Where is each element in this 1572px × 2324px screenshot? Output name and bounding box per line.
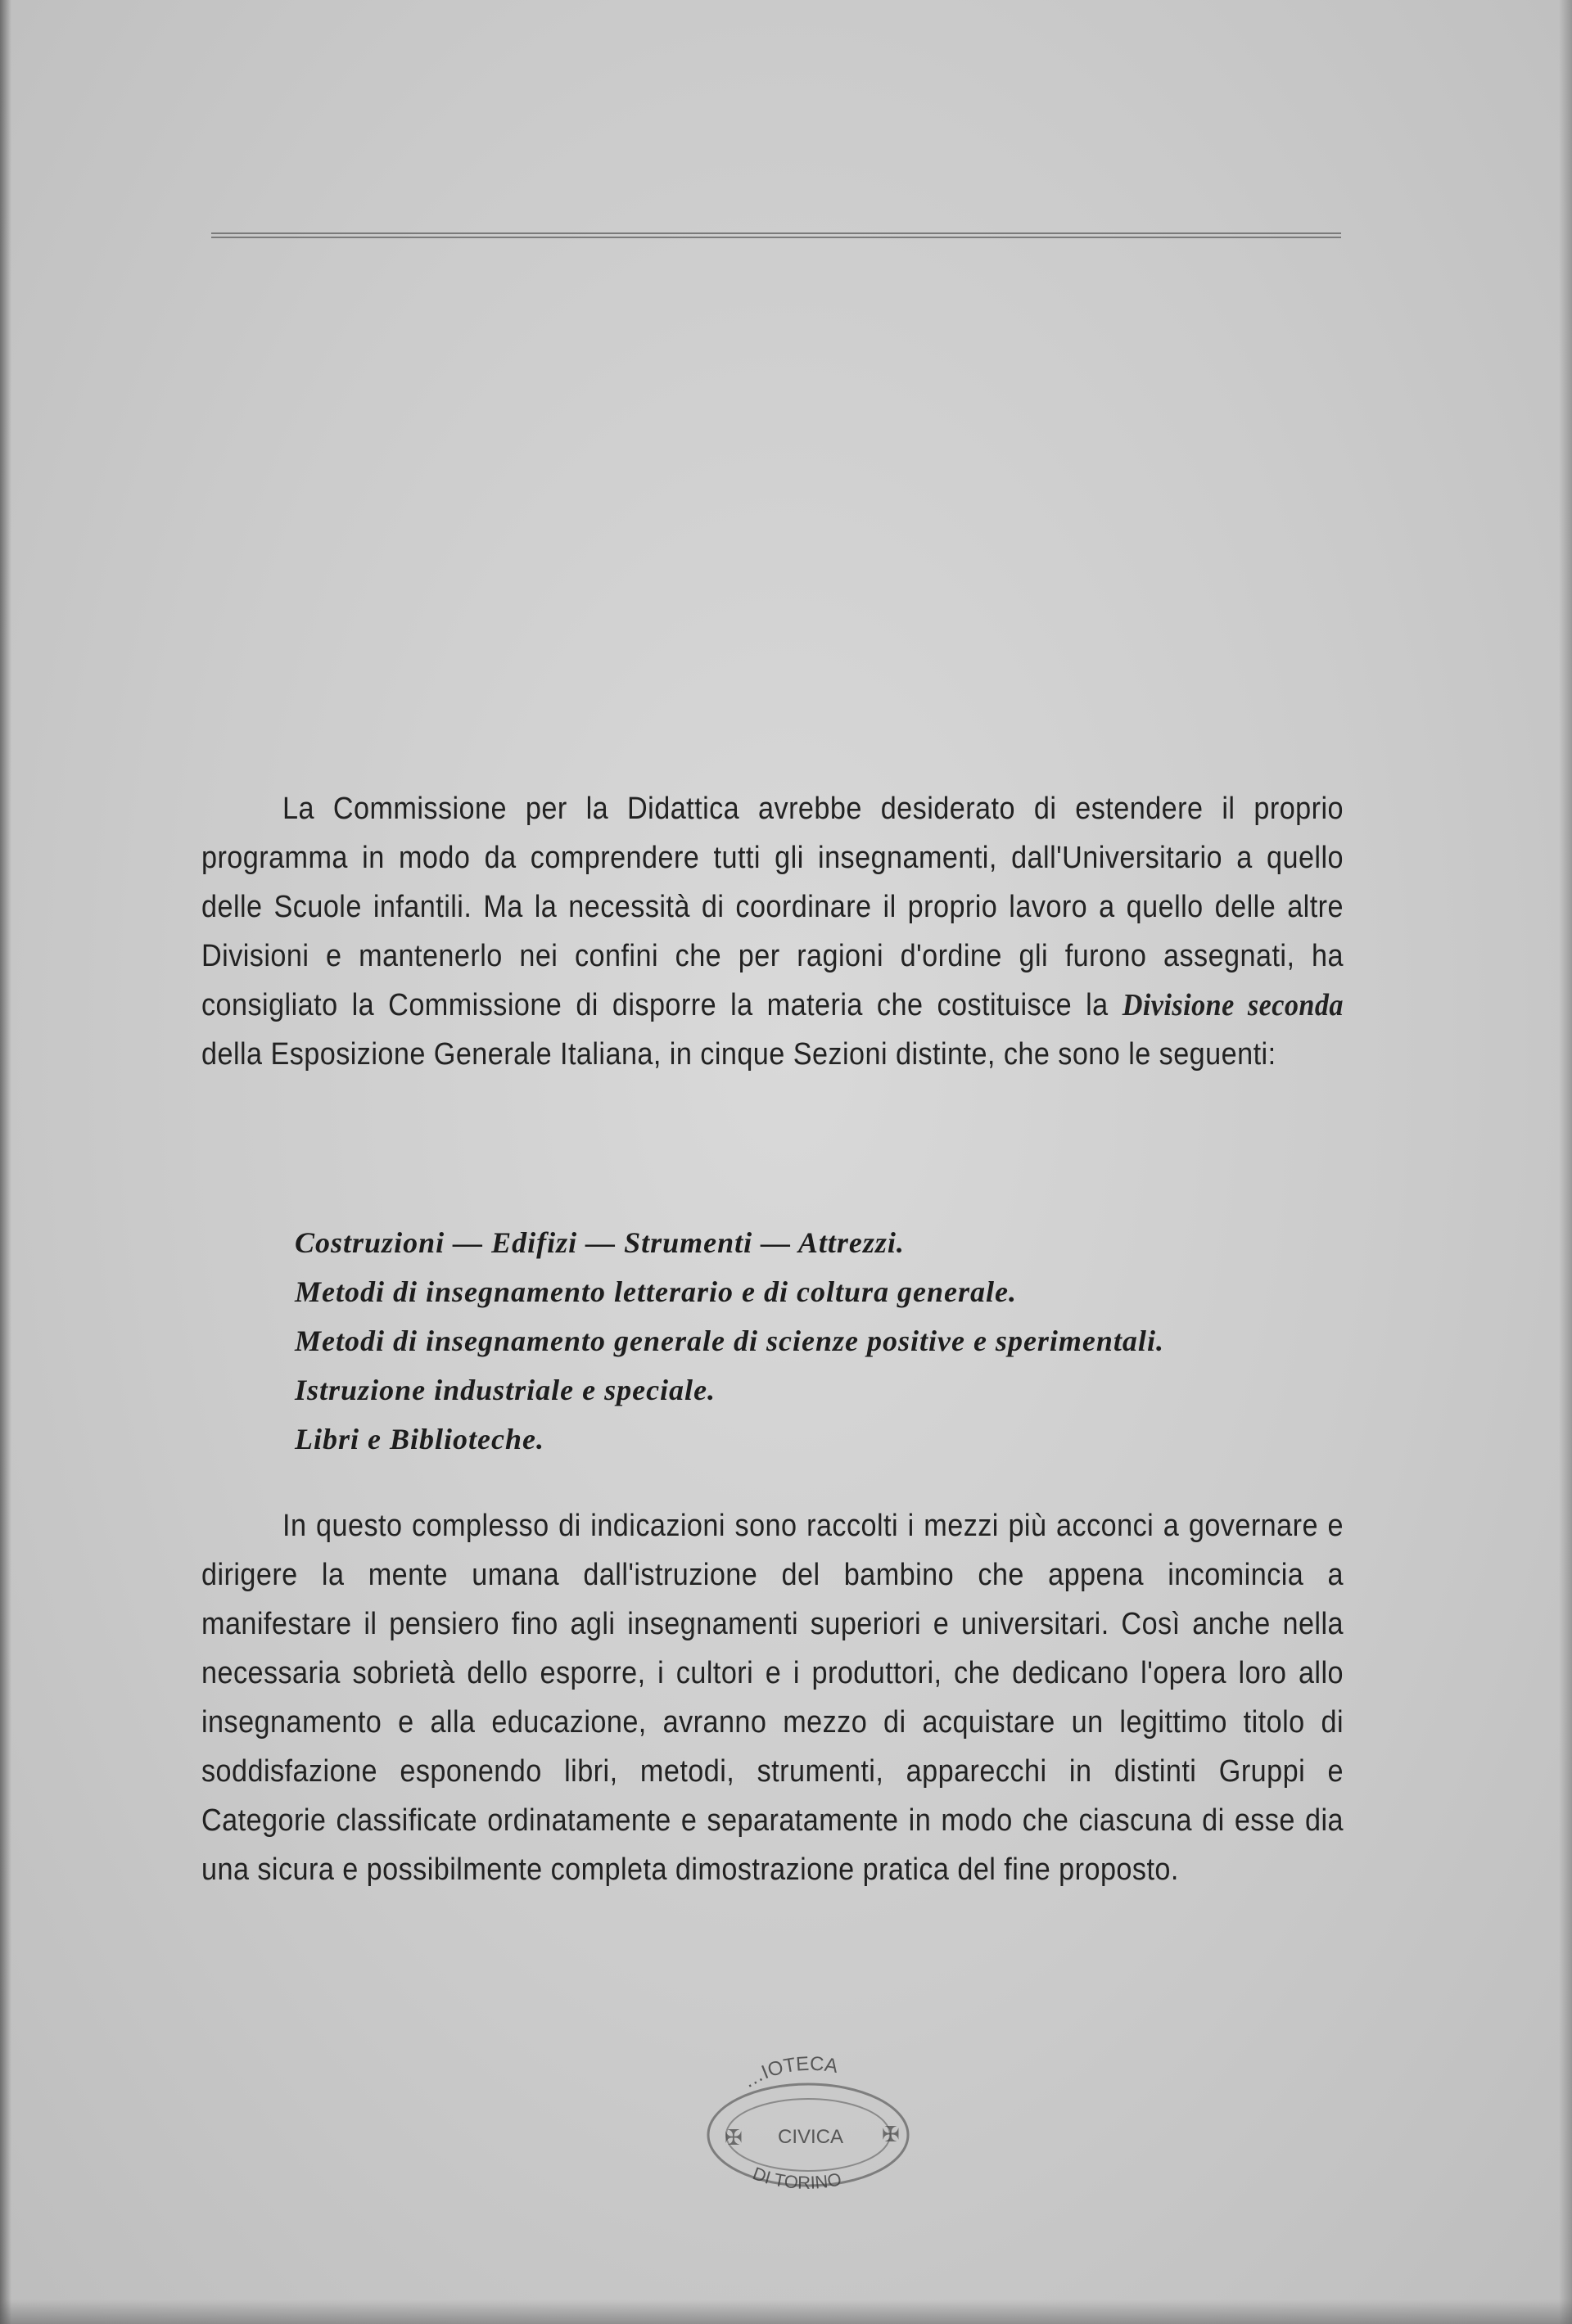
stamp-star-right-icon: ✠ [882,2123,900,2147]
section-item: Metodi di insegnamento generale di scienze positive e sperimentali. [295,1324,1164,1357]
intro-paragraph-start: La Commissione per la Didattica avrebbe desiderato di estendere il proprio programma in modo da comprendere tutti gli insegnamenti, dall'Universitario a quello delle Scuole infantili. Ma la necessità di coordinare il proprio lavoro a quello delle altre Divisioni e mantenerlo nei confini che per ragioni d'ordine gli furono assegnati, ha consigliato la Commissione di disporre la materia che costituisce la [201,792,1344,1022]
header-double-rule [211,232,1341,242]
closing-paragraph-text: In questo complesso di indicazioni sono raccolti i mezzi più acconci a governare e dirigere la mente umana dall'istruzione del bambino che appena incomincia a manifestare il pensiero fino agli insegnamenti superiori e universitari. Così anche nella necessaria sobrietà dello esporre, i cultori e i produttori, che dedicano l'opera loro allo insegnamento e alla educazione, avranno mezzo di acquistare un legittimo titolo di soddisfazione esponendo libri, metodi, strumenti, apparecchi in distinti Gruppi e Categorie classificate ordinatamente e separatamente in modo che ciascuna di esse dia una sicura e possibilmente completa dimostrazione pratica del fine proposto. [201,1509,1344,1887]
section-item: Libri e Biblioteche. [295,1423,544,1455]
sections-list [295,1218,1164,1464]
stamp-bottom-text: DI TORINO [750,2163,843,2192]
stamp-middle-text: CIVICA [777,2126,844,2148]
section-item: Istruzione industriale e speciale. [295,1374,716,1406]
header-rule-line-top [211,232,1341,234]
intro-paragraph [201,784,1344,1079]
section-item: Metodi di insegnamento letterario e di coltura generale. [295,1275,1017,1308]
closing-paragraph [201,1501,1344,1894]
page-left-edge-shadow [0,0,11,2324]
page-right-edge-shadow [1559,0,1572,2324]
page-bottom-edge-shadow [0,2299,1572,2324]
intro-paragraph-emphasis: Divisione seconda [1122,988,1344,1022]
library-stamp [692,2053,921,2192]
header-rule-line-bottom [211,237,1341,238]
stamp-star-left-icon: ✠ [725,2126,743,2150]
stamp-top-text: …IOTECA [739,2053,840,2093]
intro-paragraph-end: della Esposizione Generale Italiana, in cinque Sezioni distinte, che sono le seguenti: [201,1037,1276,1072]
section-item: Costruzioni — Edifizi — Strumenti — Attrezzi. [295,1226,905,1259]
